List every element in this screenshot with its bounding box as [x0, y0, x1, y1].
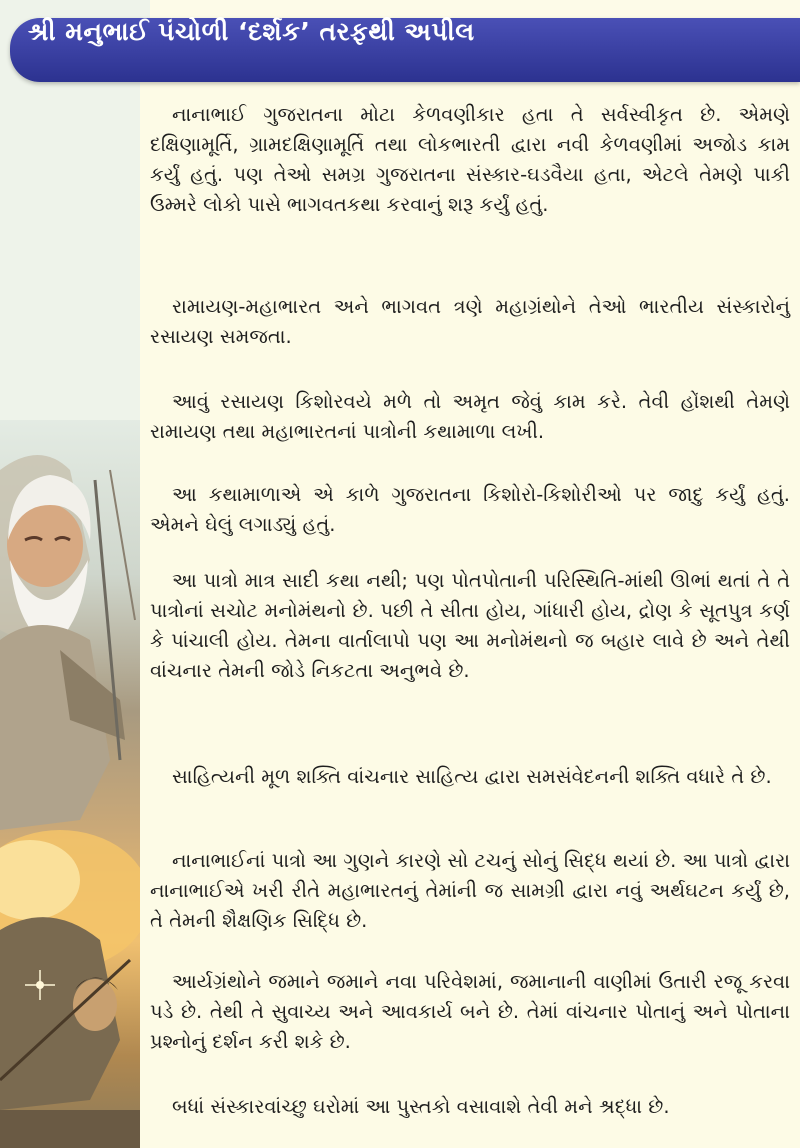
paragraph-1: નાનાભાઈ ગુજરાતના મોટા કેળવણીકાર હતા તે સર્વસ્વીકૃત છે. એમણે દક્ષિણામૂર્તિ, ગ્રામદક્ષિણામૂર્તિ તથા લોકભારતી દ્વારા નવી કેળવણીમાં અજોડ કામ કર્યું હતું. પણ તેઓ સમગ્ર ગુજરાતના સંસ્કાર-ઘડવૈયા હતા, એટલે તેમણે પાકી ઉમ્મરે લોકો પાસે ભાગવતકથા કરવાનું શરૂ કર્યું હતું.: [150, 103, 790, 216]
paragraph-3: આવું રસાયણ કિશોરવયે મળે તો અમૃત જેવું કામ કરે. તેવી હોંશથી તેમણે રામાયણ તથા મહાભારતનાં પાત્રોની કથામાળા લખી.: [150, 390, 790, 443]
paragraph-2: રામાયણ-મહાભારત અને ભાગવત ત્રણે મહાગ્રંથોને તેઓ ભારતીય સંસ્કારોનું રસાયણ સમજતા.: [150, 295, 790, 348]
paragraph-5: આ પાત્રો માત્ર સાદી કથા નથી; પણ પોતપોતાની પરિસ્થિતિ-માંથી ઊભાં થતાં તે તે પાત્રોનાં સચોટ મનોમંથનો છે. પછી તે સીતા હોય, ગાંધારી હોય, દ્રોણ કે સૂતપુત્ર કર્ણ કે પાંચાલી હોય. તેમના વાર્તાલાપો પણ આ મનોમંથનો જ બહાર લાવે છે અને તેથી વાંચનાર તેમની જોડે નિકટતા અનુભવે છે.: [150, 569, 790, 682]
illustration-art: [0, 0, 150, 1148]
illustration-strip: [0, 0, 150, 1148]
paragraph-7: નાનાભાઈનાં પાત્રો આ ગુણને કારણે સો ટચનું સોનું સિદ્ધ થયાં છે. આ પાત્રો દ્વારા નાનાભાઈએ ખરી રીતે મહાભારતનું તેમાંની જ સામગ્રી દ્વારા નવું અર્થઘટન કર્યું છે, તે તેમની શૈક્ષણિક સિદ્ધિ છે.: [150, 849, 790, 932]
paragraph-9: બધાં સંસ્કારવાંચ્છુ ઘરોમાં આ પુસ્તકો વસાવાશે તેવી મને શ્રદ્ધા છે.: [172, 1095, 670, 1118]
paragraph-6: સાહિત્યની મૂળ શક્તિ વાંચનાર સાહિત્ય દ્વારા સમસંવેદનની શક્તિ વધારે તે છે.: [172, 765, 772, 788]
paragraph-4: આ કથામાળાએ એ કાળે ગુજરાતના કિશોરો-કિશોરીઓ પર જાદુ કર્યું હતું. એમને ઘેલું લગાડ્યું હતું.: [150, 483, 790, 536]
paragraph-8: આર્યગ્રંથોને જમાને જમાને નવા પરિવેશમાં, જમાનાની વાણીમાં ઉતારી રજૂ કરવા પડે છે. તેથી તે સુવાચ્ય અને આવકાર્ય બને છે. તેમાં વાંચનાર પોતાનું અને પોતાના પ્રશ્નોનું દર્શન કરી શકે છે.: [150, 970, 790, 1053]
page-title: શ્રી મનુભાઈ પંચોળી ‘દર્શક’ તરફથી અપીલ: [28, 17, 475, 46]
